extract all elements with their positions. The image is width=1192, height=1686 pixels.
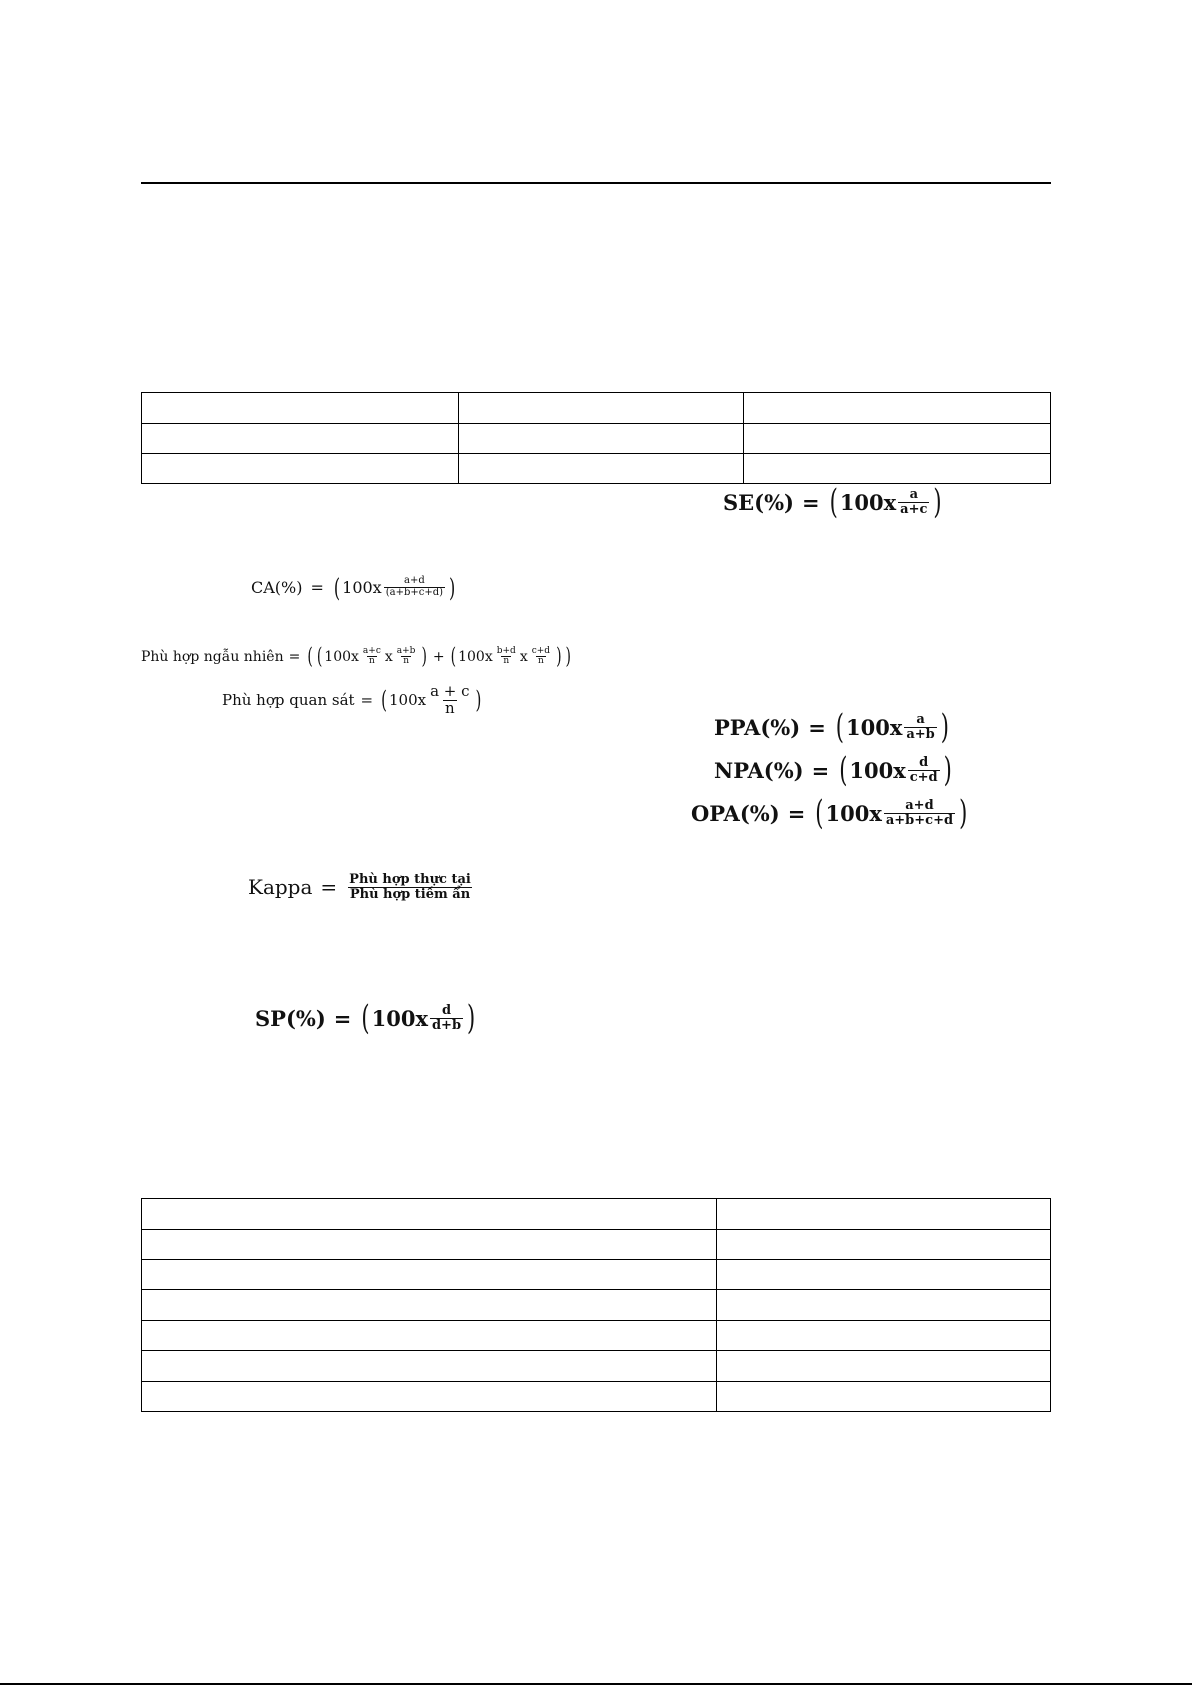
table-row	[142, 1230, 1051, 1260]
term2-close-paren: )	[556, 644, 562, 670]
formula-ppa-numerator: a	[916, 712, 925, 727]
equals-sign: =	[802, 489, 820, 515]
table-cell	[459, 454, 744, 484]
open-paren: (	[835, 707, 844, 747]
times-sign: x	[384, 648, 393, 665]
numerator: c+d	[531, 646, 551, 656]
table-row	[142, 1321, 1051, 1351]
formula-ppa-denominator: a+b	[906, 726, 935, 742]
table-row	[142, 1290, 1051, 1321]
table-cell	[142, 1382, 717, 1412]
numerator: a+c	[362, 646, 381, 656]
close-paren: )	[959, 793, 968, 833]
equals-sign: =	[288, 648, 301, 665]
formula-kappa-denominator: Phù hợp tiềm ẩn	[349, 886, 471, 902]
formula-random-agreement	[141, 644, 573, 670]
table-cell	[717, 1382, 1051, 1412]
equals-sign: =	[808, 714, 826, 740]
formula-se-lhs: SE(%)	[723, 489, 794, 515]
table-cell	[717, 1260, 1051, 1290]
table-cell	[459, 424, 744, 454]
denominator: n	[368, 656, 375, 667]
equals-sign: =	[811, 757, 830, 783]
outer-close-paren: )	[565, 644, 571, 670]
table-cell	[142, 454, 459, 484]
table-cell	[744, 454, 1051, 484]
table-cell	[744, 393, 1051, 424]
table-row	[142, 1351, 1051, 1382]
table-cell	[142, 393, 459, 424]
table-cell	[459, 393, 744, 424]
formula-npa-lhs: NPA(%)	[714, 757, 804, 783]
close-paren: )	[940, 707, 949, 747]
formula-kappa	[248, 873, 475, 901]
formula-observed-fraction	[428, 684, 471, 717]
formula-ppa-fraction	[904, 713, 936, 741]
table-row	[142, 424, 1051, 454]
formula-se-factor: 100x	[839, 489, 897, 515]
table-row	[142, 454, 1051, 484]
table-cell	[142, 1351, 717, 1382]
table-cell	[717, 1199, 1051, 1230]
formula-sp-factor: 100x	[371, 1005, 428, 1031]
table-cell	[717, 1290, 1051, 1321]
term2-fraction-2	[530, 647, 552, 667]
term1-close-paren: )	[421, 644, 427, 670]
formula-sp-denominator: d+b	[431, 1017, 462, 1033]
close-paren: )	[943, 750, 952, 790]
term1-fraction-2	[395, 647, 418, 667]
numerator: b+d	[496, 646, 516, 656]
term1-open-paren: (	[316, 644, 323, 670]
formula-ppa-lhs: PPA(%)	[714, 714, 801, 740]
footer-rule	[0, 1683, 1192, 1685]
header-rule	[141, 182, 1051, 184]
formula-ca-numerator: a+d	[403, 575, 425, 586]
formula-observed-denominator: n	[444, 698, 455, 717]
formula-observed-lhs: Phù hợp quan sát	[222, 691, 355, 710]
table-cell	[717, 1321, 1051, 1351]
open-paren: (	[815, 793, 824, 833]
denominator: n	[537, 656, 544, 667]
formula-ca-lhs: CA(%)	[251, 577, 303, 597]
formula-ca-fraction	[384, 576, 445, 598]
formula-npa-factor: 100x	[849, 757, 906, 783]
table-cell	[717, 1230, 1051, 1260]
open-paren: (	[361, 998, 370, 1038]
equals-sign: =	[333, 1005, 352, 1031]
table-cell	[142, 1230, 717, 1260]
term2-open-paren: (	[450, 644, 457, 670]
equals-sign: =	[310, 577, 324, 597]
table-row	[142, 1199, 1051, 1230]
formula-npa-numerator: d	[919, 755, 929, 770]
formula-random-lhs: Phù hợp ngẫu nhiên	[141, 648, 284, 665]
plus-sign: +	[432, 648, 445, 665]
formula-kappa-lhs: Kappa	[248, 875, 313, 900]
formula-opa-fraction	[884, 799, 955, 827]
denominator: n	[403, 656, 409, 667]
close-paren: )	[475, 685, 482, 715]
results-table	[141, 1198, 1051, 1412]
table-cell	[142, 1260, 717, 1290]
term1-fraction-1	[361, 647, 383, 667]
formula-opa-numerator: a+d	[905, 798, 934, 813]
formula-sp	[255, 998, 477, 1038]
formula-npa	[714, 750, 954, 790]
table-row	[142, 393, 1051, 424]
formula-kappa-numerator: Phù hợp thực tại	[349, 872, 471, 887]
open-paren: (	[333, 571, 341, 603]
formula-ca	[251, 571, 457, 603]
close-paren: )	[449, 571, 456, 603]
table-cell	[717, 1351, 1051, 1382]
table-row	[142, 1382, 1051, 1412]
formula-ca-factor: 100x	[342, 577, 382, 597]
formula-ppa	[714, 707, 951, 747]
open-paren: (	[381, 685, 387, 715]
formula-observed-agreement	[222, 684, 483, 717]
denominator: n	[503, 656, 510, 667]
equals-sign: =	[787, 800, 806, 826]
table-cell	[744, 424, 1051, 454]
formula-se-numerator: a	[909, 487, 918, 502]
table-cell	[142, 1290, 717, 1321]
times-sign: x	[519, 648, 528, 665]
open-paren: (	[829, 482, 838, 522]
close-paren: )	[467, 998, 476, 1038]
equals-sign: =	[360, 691, 374, 710]
term2-fraction-1	[495, 647, 518, 667]
formula-observed-numerator: a + c	[430, 682, 470, 700]
numerator: a+b	[396, 646, 416, 656]
formula-sp-numerator: d	[441, 1003, 452, 1018]
formula-opa	[691, 793, 969, 833]
equals-sign: =	[320, 875, 338, 900]
table-cell	[142, 424, 459, 454]
formula-opa-lhs: OPA(%)	[691, 800, 780, 826]
formula-observed-factor: 100x	[388, 691, 427, 710]
formula-ppa-factor: 100x	[846, 714, 903, 740]
formula-npa-fraction	[908, 756, 940, 784]
formula-opa-factor: 100x	[825, 800, 882, 826]
formula-opa-denominator: a+b+c+d	[885, 812, 954, 828]
formula-se-fraction	[898, 488, 929, 516]
formula-se-denominator: a+c	[900, 501, 928, 517]
formula-ca-denominator: (a+b+c+d)	[385, 586, 444, 598]
term1-factor: 100x	[324, 648, 359, 665]
open-paren: (	[839, 750, 848, 790]
formula-se	[723, 482, 944, 522]
close-paren: )	[933, 482, 942, 522]
formula-kappa-fraction	[347, 873, 473, 901]
table-cell	[142, 1199, 717, 1230]
term2-factor: 100x	[458, 648, 493, 665]
formula-sp-fraction	[430, 1004, 463, 1032]
table-cell	[142, 1321, 717, 1351]
contingency-table	[141, 392, 1051, 484]
outer-open-paren: (	[307, 644, 313, 670]
formula-sp-lhs: SP(%)	[255, 1005, 326, 1031]
formula-npa-denominator: c+d	[909, 769, 938, 785]
table-row	[142, 1260, 1051, 1290]
